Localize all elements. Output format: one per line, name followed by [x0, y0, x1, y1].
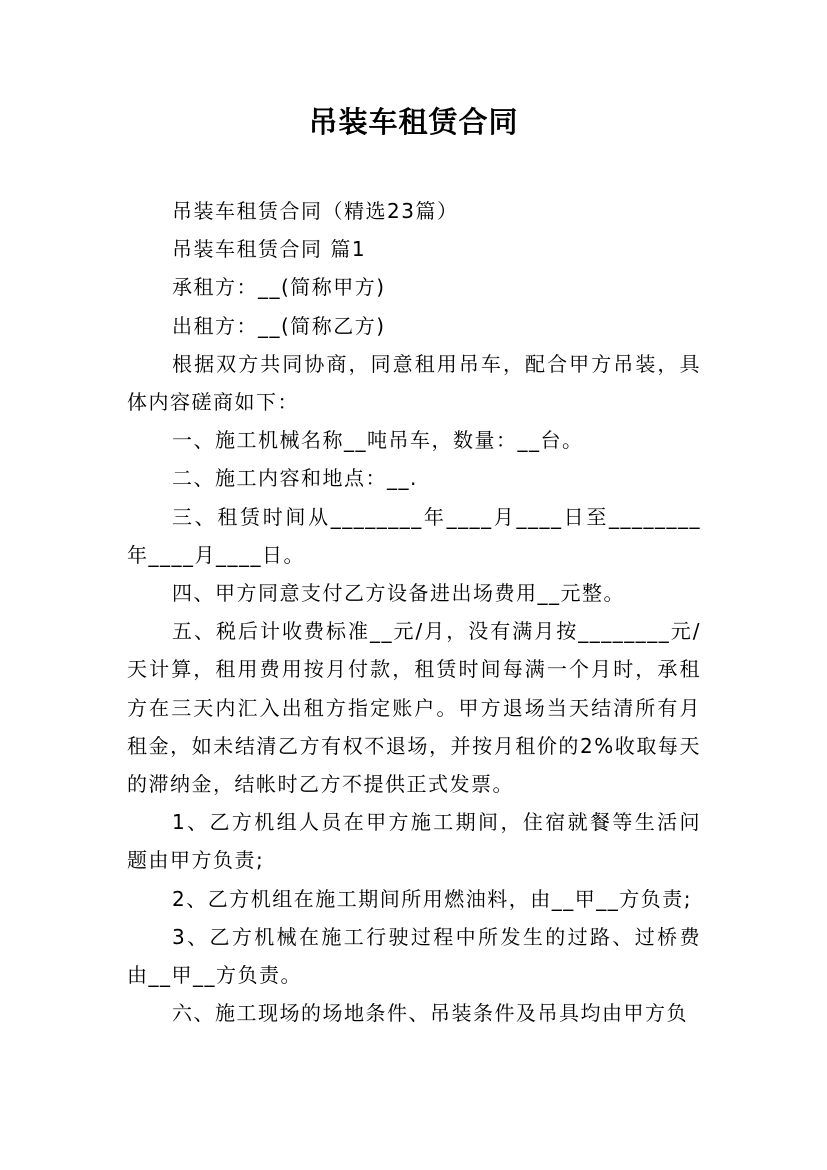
- paragraph-section-heading: 吊装车租赁合同 篇1: [172, 237, 367, 262]
- paragraph-lessee: 承租方：__(简称甲方): [172, 275, 386, 300]
- paragraph-subclause-1: 1、乙方机组人员在甲方施工期间，住宿就餐等生活问题由甲方负责;: [127, 810, 701, 873]
- paragraph-subtitle: 吊装车租赁合同（精选23篇）: [172, 199, 459, 223]
- paragraph-subclause-2: 2、乙方机组在施工期间所用燃油料，由__甲__方负责;: [172, 886, 692, 911]
- paragraph-clause-6: 六、施工现场的场地条件、吊装条件及吊具均由甲方负: [172, 1001, 688, 1026]
- document-title: 吊装车租赁合同: [308, 105, 519, 139]
- document-body: [127, 192, 701, 1032]
- paragraph-lessor: 出租方：__(简称乙方): [172, 313, 386, 338]
- paragraph-clause-2: 二、施工内容和地点：__.: [172, 466, 418, 491]
- paragraph-clause-3: 三、租赁时间从________年____月____日至________年____月____日。: [127, 504, 701, 567]
- paragraph-clause-4: 四、甲方同意支付乙方设备进出场费用__元整。: [172, 581, 625, 606]
- paragraph-clause-1: 一、施工机械名称__吨吊车，数量：__台。: [172, 428, 584, 453]
- paragraph-subclause-3: 3、乙方机械在施工行驶过程中所发生的过路、过桥费由__甲__方负责。: [127, 924, 701, 988]
- paragraph-preamble: 根据双方共同协商，同意租用吊车，配合甲方吊装，具体内容磋商如下：: [127, 351, 701, 415]
- paragraph-clause-5: 五、税后计收费标准__元/月，没有满月按________元/天计算，租用费用按月付款，租赁时间每满一个月时，承租方在三天内汇入出租方指定账户。甲方退场当天结清所有月租金，如未结清乙方有权不退场，并按月租价的2%收取每天的滞纳金，结帐时乙方不提供正式发票。: [127, 619, 701, 797]
